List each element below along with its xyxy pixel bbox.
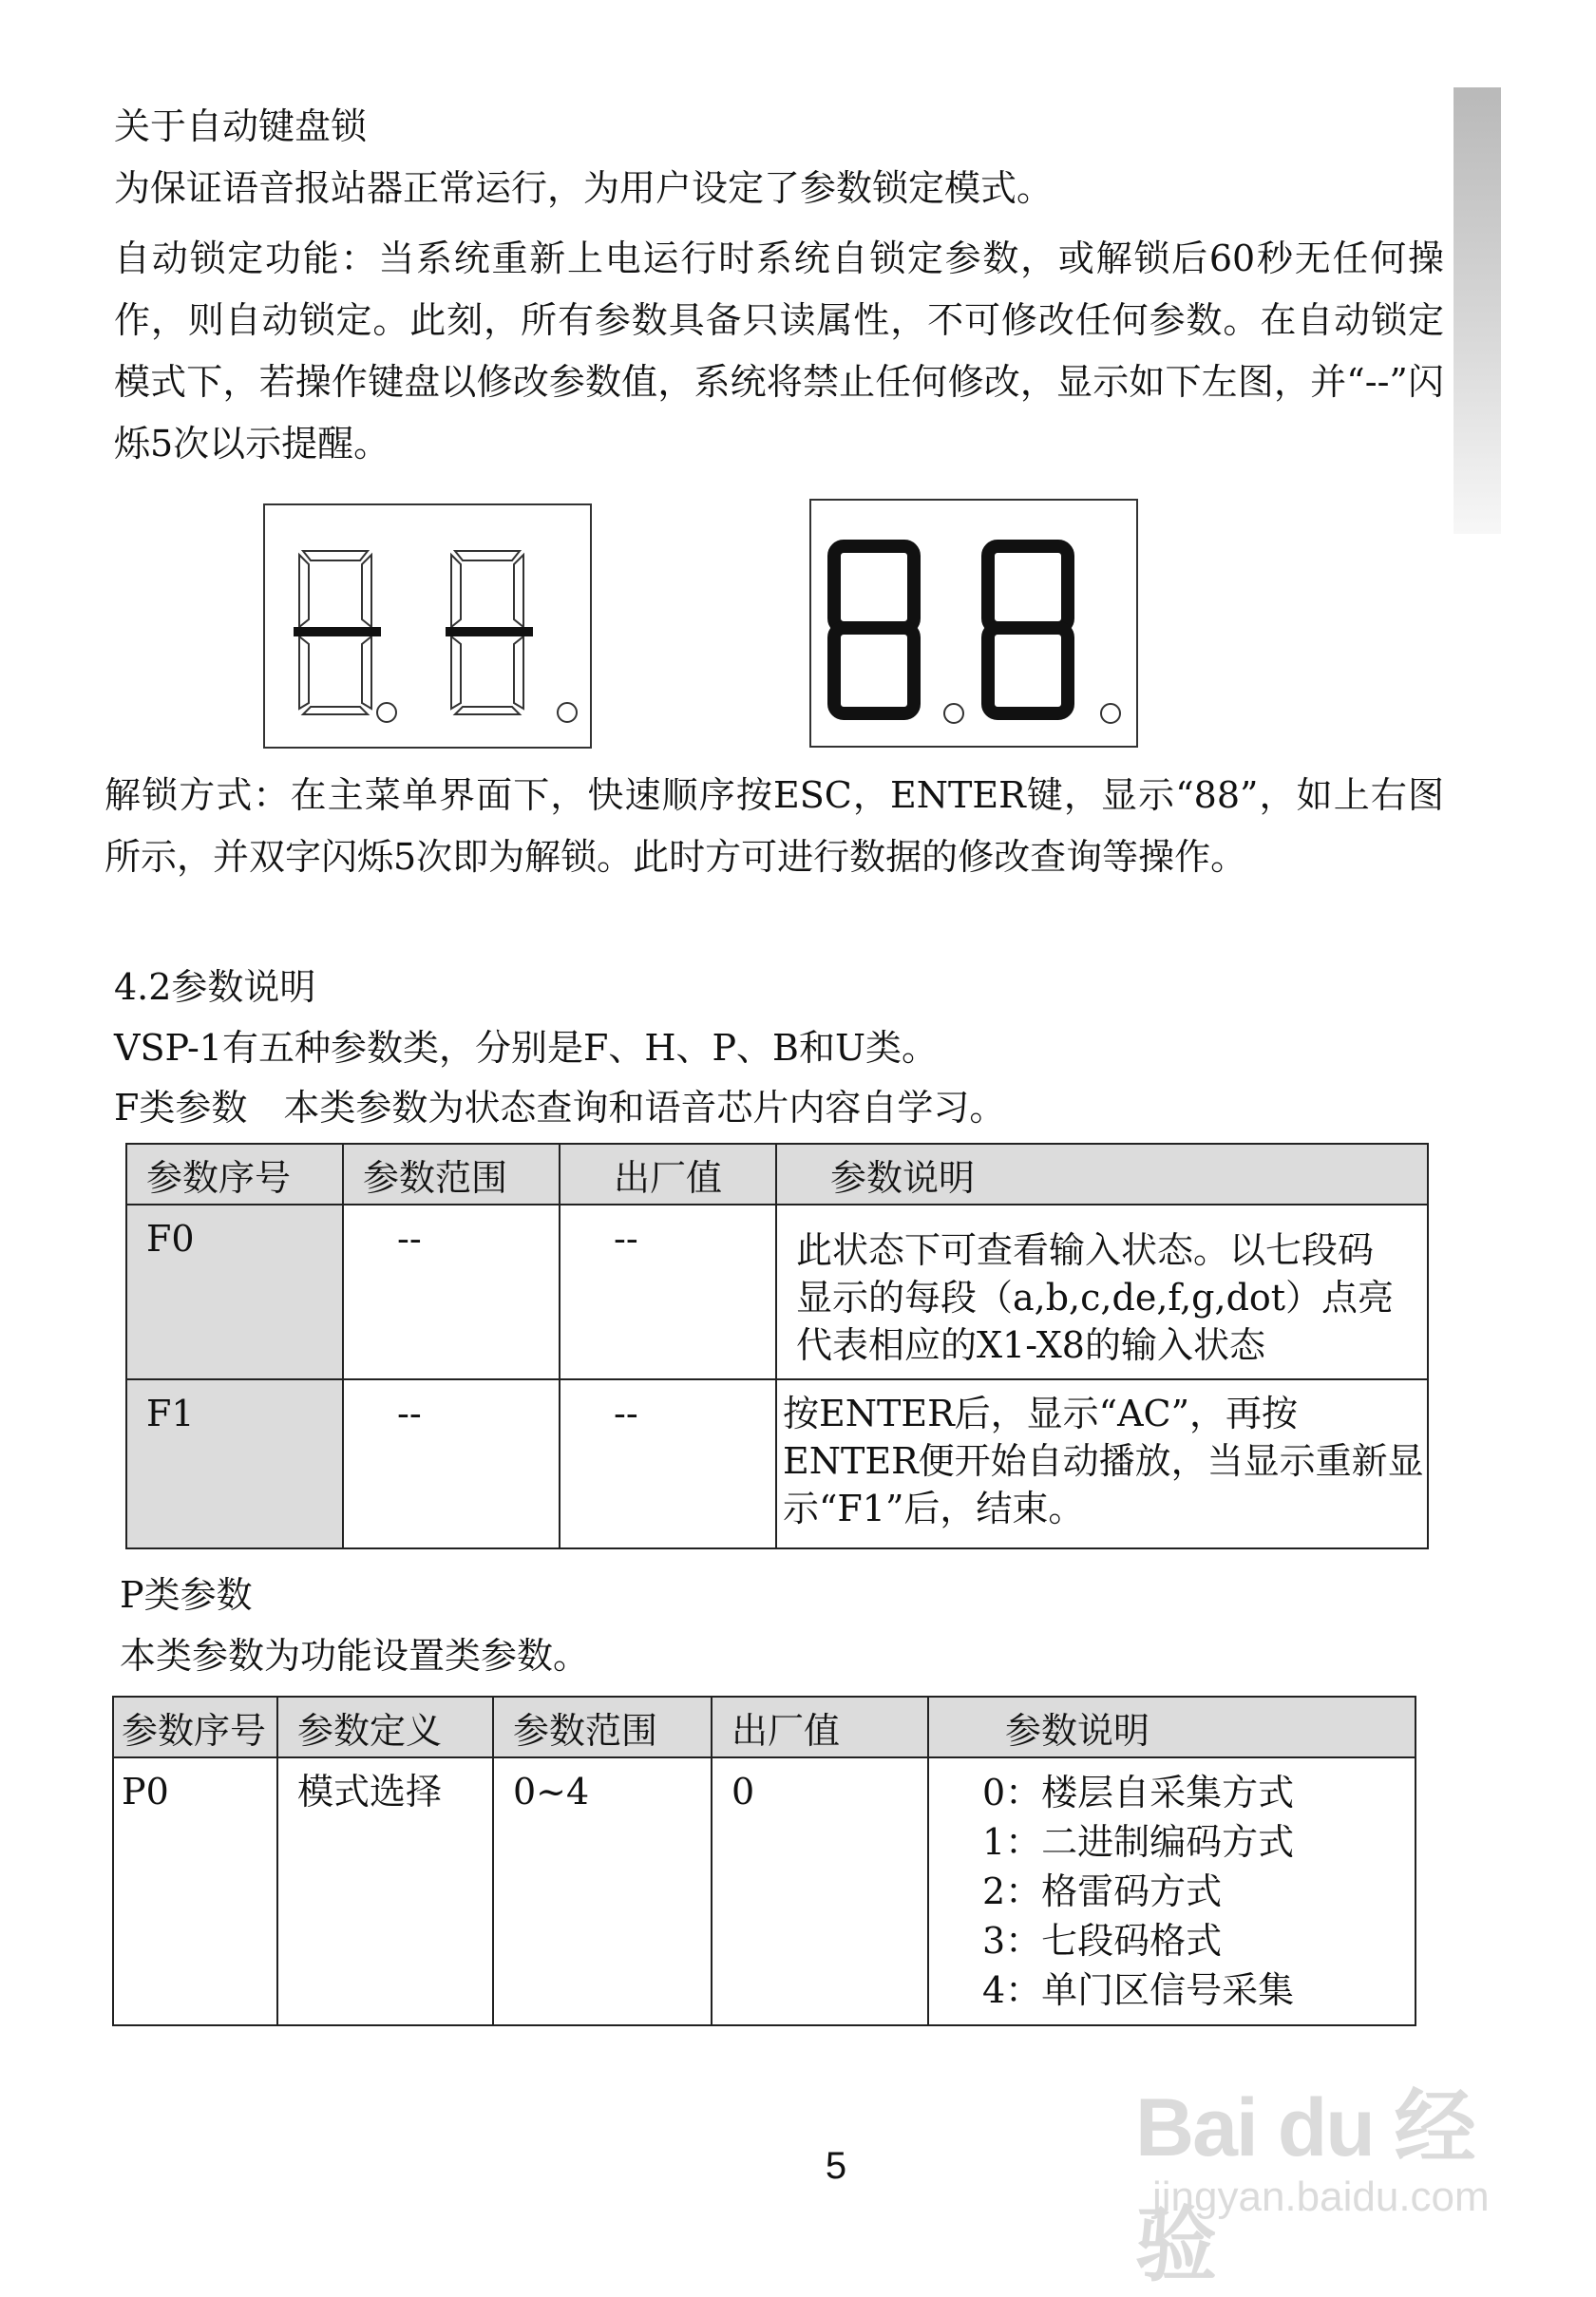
cell-range: --: [343, 1379, 560, 1548]
cell-description: 按ENTER后，显示“AC”，再按ENTER便开始自动播放，当显示重新显示“F1”后，结束。: [776, 1379, 1428, 1548]
cell-param-definition: 模式选择: [277, 1757, 493, 2025]
watermark-brand: Bai du 经验: [1135, 2082, 1474, 2291]
cell-default: 0: [712, 1757, 928, 2025]
option-item: 2：格雷码方式: [982, 1870, 1223, 1912]
option-item: 3：七段码格式: [982, 1920, 1223, 1962]
option-item: 1：二进制编码方式: [982, 1821, 1295, 1863]
table-header-row: [126, 1144, 1428, 1205]
option-item: 0：楼层自采集方式: [982, 1772, 1295, 1813]
cell-param-id: P0: [113, 1757, 277, 2025]
seven-segment-dashes: [265, 505, 590, 747]
header-description: 参数说明: [776, 1144, 1428, 1205]
baidu-watermark: [1135, 2061, 1544, 2291]
p-class-title: P类参数: [120, 1574, 253, 1616]
cell-description: 此状态下可查看输入状态。以七段码显示的每段（a,b,c,de,f,g,dot）点亮代表相应的X1-X8的输入状态: [776, 1205, 1428, 1379]
option-item: 4：单门区信号采集: [982, 1969, 1295, 2011]
p-class-desc: 本类参数为功能设置类参数。: [120, 1635, 590, 1677]
header-param-range: 参数范围: [493, 1697, 712, 1757]
page-number: 5: [825, 2145, 847, 2187]
cell-range: --: [343, 1205, 560, 1379]
seven-segment-eights: [811, 501, 1136, 746]
side-tab-marker: [1454, 87, 1501, 534]
cell-default: --: [560, 1379, 776, 1548]
header-param-id: 参数序号: [126, 1144, 343, 1205]
header-param-range: 参数范围: [343, 1144, 560, 1205]
header-description: 参数说明: [928, 1697, 1416, 1757]
paragraph-param-classes: VSP-1有五种参数类，分别是F、H、P、B和U类。: [114, 1027, 939, 1069]
paragraph-auto-lock: 自动锁定功能：当系统重新上电运行时系统自锁定参数，或解锁后60秒无任何操作，则自动锁定。此刻，所有参数具备只读属性，不可修改任何参数。在自动锁定模式下，若操作键盘以修改参数值，系统将禁止任何修改，显示如下左图，并“--”闪烁5次以示提醒。: [114, 237, 1444, 465]
table-row: [126, 1379, 1428, 1548]
section-heading-keyboard-lock: 关于自动键盘锁: [114, 105, 368, 147]
table-row: [126, 1205, 1428, 1379]
p-params-table: [112, 1696, 1416, 2026]
f-params-table: [125, 1143, 1429, 1549]
cell-range: 0~4: [493, 1757, 712, 2025]
header-default: 出厂值: [712, 1697, 928, 1757]
cell-description: [928, 1757, 1416, 2025]
display-locked: [263, 503, 592, 749]
table-row: [113, 1757, 1416, 2025]
cell-default: --: [560, 1205, 776, 1379]
cell-param-id: F1: [126, 1379, 343, 1548]
header-param-id: 参数序号: [113, 1697, 277, 1757]
header-param-definition: 参数定义: [277, 1697, 493, 1757]
watermark-url: jingyan.baidu.com: [1152, 2174, 1490, 2220]
header-default: 出厂值: [560, 1144, 776, 1205]
f-class-label: F类参数 本类参数为状态查询和语音芯片内容自学习。: [114, 1087, 1006, 1129]
paragraph-unlock-method: 解锁方式：在主菜单界面下，快速顺序按ESC，ENTER键，显示“88”，如上右图所示，并双字闪烁5次即为解锁。此时方可进行数据的修改查询等操作。: [104, 774, 1444, 878]
section-title-params: 4.2参数说明: [114, 966, 316, 1008]
paragraph-intro: 为保证语音报站器正常运行，为用户设定了参数锁定模式。: [114, 167, 1054, 209]
table-header-row: [113, 1697, 1416, 1757]
cell-param-id: F0: [126, 1205, 343, 1379]
display-unlocked: [809, 499, 1138, 748]
